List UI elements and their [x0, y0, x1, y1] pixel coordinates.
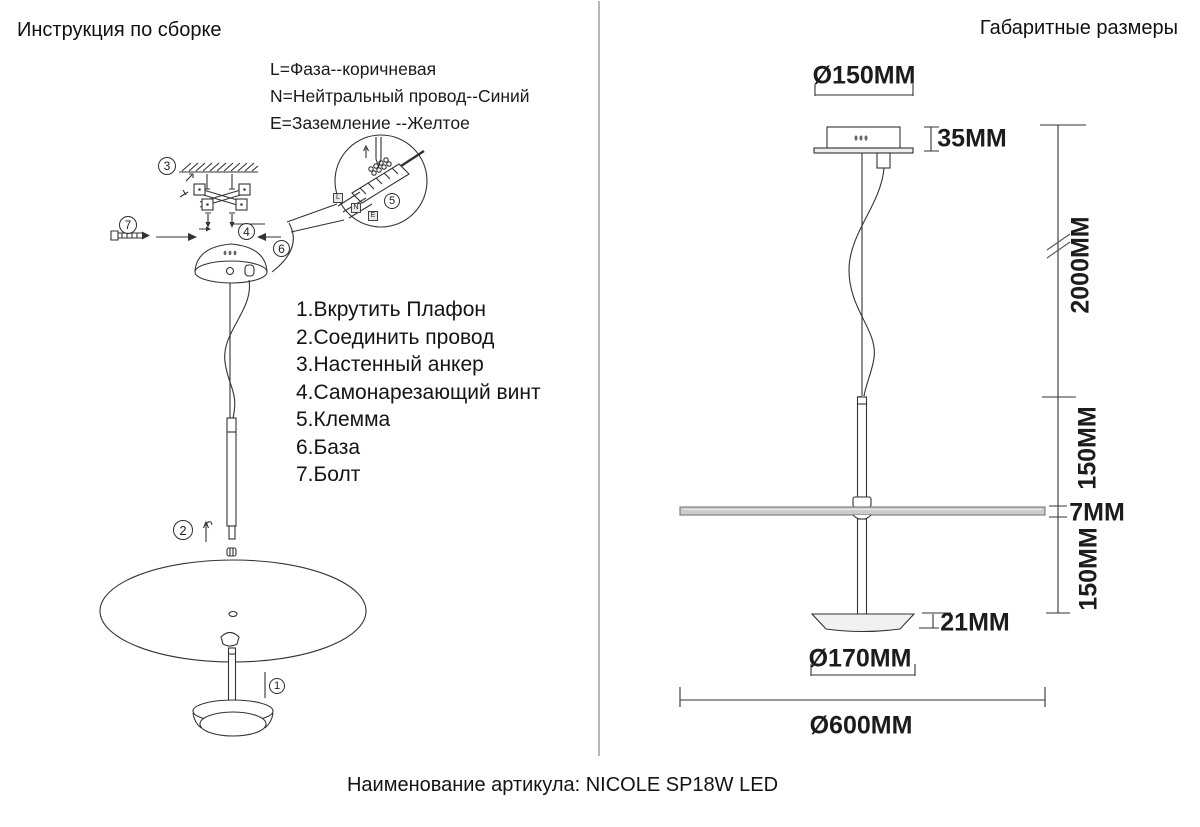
terminal-label-n: N [351, 203, 361, 213]
callout-1-plafon: 1 [269, 678, 285, 694]
terminal-label-e: E [368, 211, 378, 221]
callout-7-bolt: 7 [119, 216, 137, 234]
callout-5-clamp: 5 [384, 193, 400, 209]
callout-6-base: 6 [273, 240, 290, 257]
dim-lower-rod: 150MM [1074, 527, 1103, 611]
left-section-title: Инструкция по сборке [17, 19, 222, 41]
panel-bar [680, 507, 1045, 515]
canopy-holes [855, 135, 868, 140]
dim-panel-diameter: Ø600MM [809, 711, 913, 740]
legend-line-neutral: N=Нейтральный провод--Синий [270, 86, 530, 106]
shade-profile [812, 614, 914, 632]
dim-shade-height: 21MM [940, 608, 1010, 637]
callout-2-wire: 2 [173, 520, 193, 540]
legend-line-ground: E=Заземление --Желтое [270, 113, 470, 133]
legend-line-phase: L=Фаза--коричневая [270, 59, 437, 79]
callout-4-screw: 4 [238, 223, 255, 240]
article-caption: Наименование артикула: NICOLE SP18W LED [346, 774, 779, 796]
dim-panel-thickness: 7MM [1069, 498, 1125, 527]
tool-marks [180, 174, 193, 197]
dimension-drawing [680, 84, 1086, 707]
dim-shade-diameter: Ø170MM [808, 644, 912, 673]
parts-list-item: 7.Болт [296, 463, 361, 486]
dim-cable-length: 2000MM [1066, 216, 1095, 314]
parts-list-item: 1.Вкрутить Плафон [296, 298, 486, 321]
wiring-legend [270, 56, 530, 137]
ceiling-hatch [182, 163, 258, 171]
parts-list-item: 2.Соединить провод [296, 325, 495, 349]
dim-canopy-diameter: Ø150MM [812, 61, 916, 90]
parts-list-item: 5.Клемма [296, 408, 391, 431]
right-section-title: Габаритные размеры [979, 17, 1178, 39]
terminal-label-l: L [333, 193, 343, 203]
parts-list-item: 4.Самонарезающий винт [296, 380, 541, 404]
parts-list [296, 296, 541, 489]
callout-3-anchor: 3 [158, 157, 176, 175]
dim-canopy-height: 35MM [937, 124, 1007, 153]
parts-list-item: 3.Настенный анкер [296, 353, 484, 376]
parts-list-item: 6.База [296, 435, 361, 459]
dim-upper-rod: 150MM [1073, 406, 1102, 490]
